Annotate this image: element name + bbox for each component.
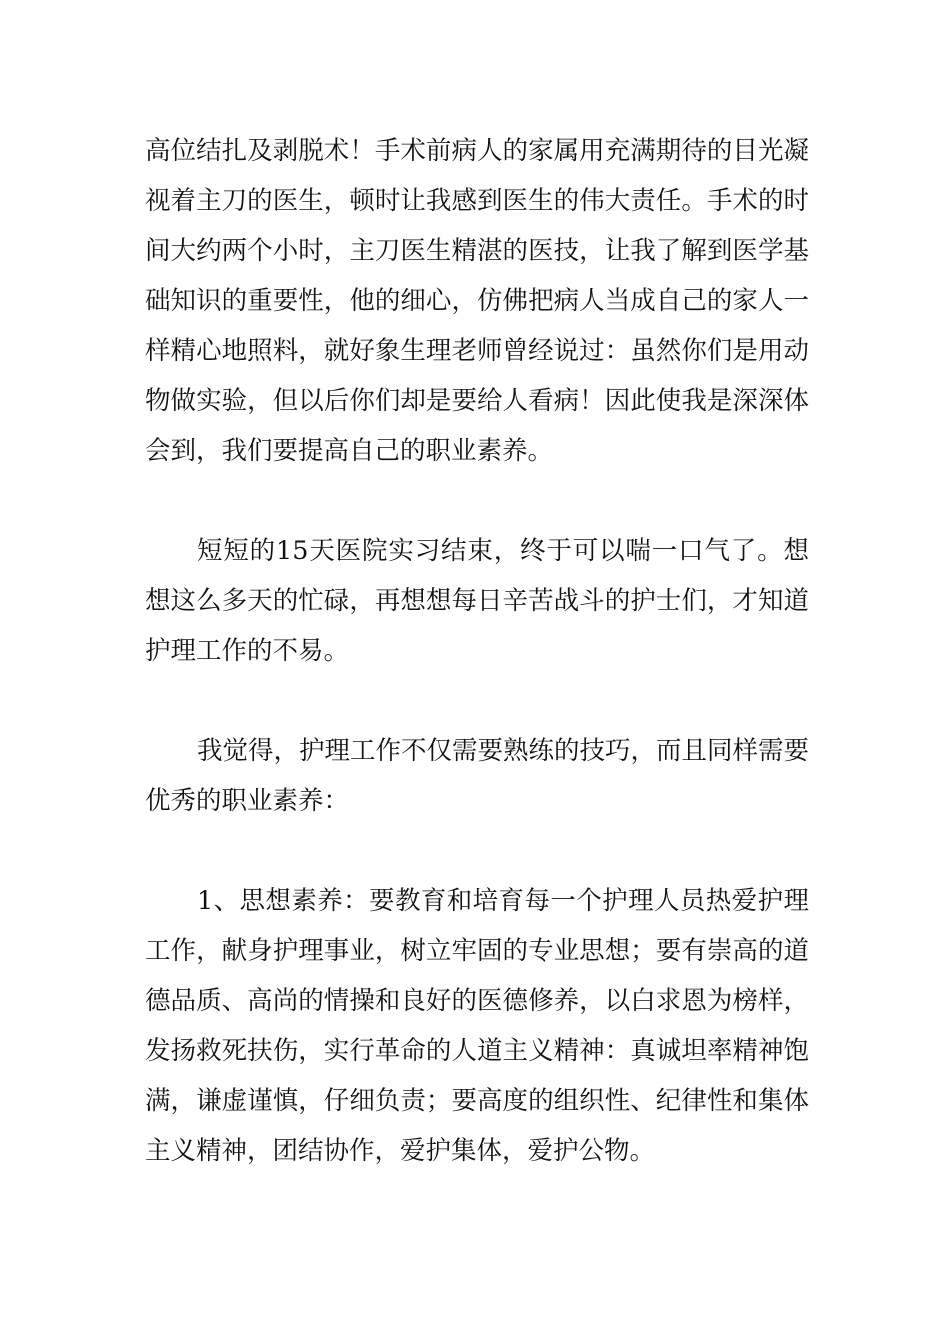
paragraph-ideological-quality: 1、思想素养：要教育和培育每一个护理人员热爱护理工作，献身护理事业，树立牢固的专业思想；要有崇高的道德品质、高尚的情操和良好的医德修养，以白求恩为榜样，发扬救死扶伤，实行革命的人道主义精神：真诚坦率精神饱满，谦虚谨慎，仔细负责；要高度的组织性、纪律性和集体主义精神，团结协作，爱护集体，爱护公物。 <box>145 886 809 1166</box>
paragraph-spacer <box>145 476 809 526</box>
document-body <box>145 126 809 1176</box>
paragraph-continuation: 高位结扎及剥脱术！手术前病人的家属用充满期待的目光凝视着主刀的医生，顿时让我感到医生的伟大责任。手术的时间大约两个小时，主刀医生精湛的医技，让我了解到医学基础知识的重要性，他的细心，仿佛把病人当成自己的家人一样精心地照料，就好象生理老师曾经说过：虽然你们是用动物做实验，但以后你们却是要给人看病！因此使我是深深体会到，我们要提高自己的职业素养。 <box>145 136 809 466</box>
paragraph-spacer <box>145 826 809 876</box>
paragraph-internship-end: 短短的15天医院实习结束，终于可以喘一口气了。想想这么多天的忙碌，再想想每日辛苦战斗的护士们，才知道护理工作的不易。 <box>145 536 809 666</box>
paragraph-spacer <box>145 676 809 726</box>
paragraph-nursing-qualities: 我觉得，护理工作不仅需要熟练的技巧，而且同样需要优秀的职业素养： <box>145 736 810 816</box>
